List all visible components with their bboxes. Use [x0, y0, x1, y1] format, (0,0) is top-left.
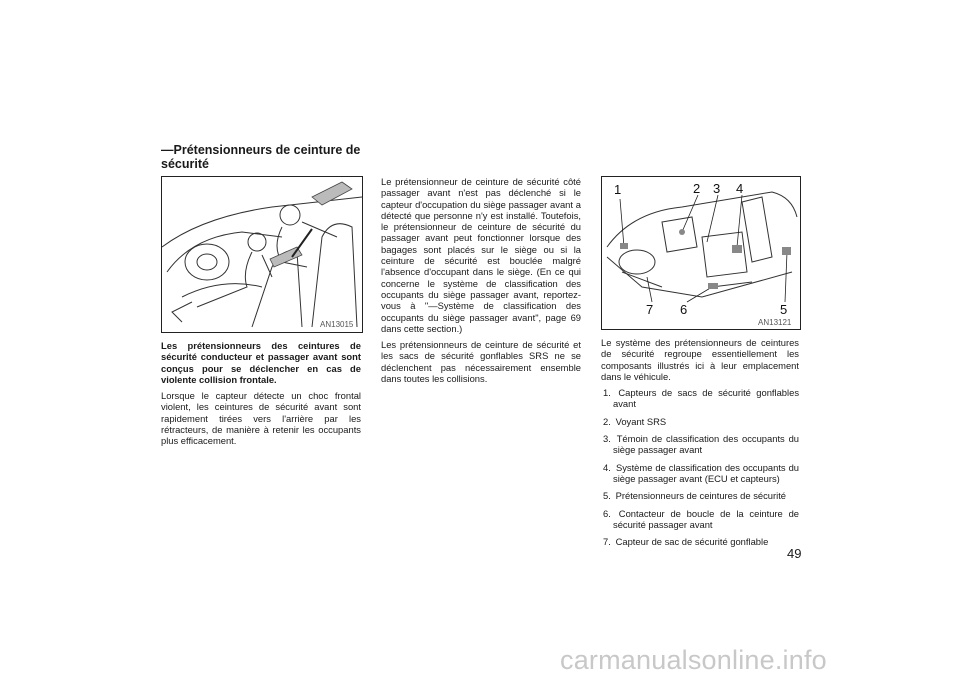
list-item: 1. Capteurs de sacs de sécurité gonflables avant [603, 387, 800, 410]
list-item: 3. Témoin de classification des occupants du siège passager avant [603, 433, 800, 456]
figure-id-left: AN13015 [320, 320, 354, 329]
page-number: 49 [787, 546, 802, 561]
pretensioner-illustration [161, 176, 363, 333]
section-heading: —Prétensionneurs de ceinture de sécurité [161, 143, 361, 171]
components-list [601, 387, 799, 547]
column-middle [381, 176, 581, 389]
watermark-text: carmanualsonline.info [560, 645, 827, 675]
paragraph-passenger: Le prétensionneur de ceinture de sécurité côté passager avant n'est pas déclenché si le capteur d'occupation du siège passager avant a détecté que personne n'y est installé. Toutefois, le prétensionneur de ceinture de sécurité du passager avant peut fonctionner lorsque des bagages sont placés sur le siège ou si la ceinture de sécurité est bouclée malgré l'absence d'occupant dans le siège. (En ce qui concerne le système de classification des occupants du siège passager avant, reportez-vous à "—Système de classification des occupants du siège passager avant", page 69 dans cette section.) [381, 176, 581, 334]
components-intro: Le système des prétensionneurs de ceintures de sécurité regroupe essentiellement les composants illustrés ici à leur emplacement dans le véhicule. [601, 337, 799, 382]
list-item: 6. Contacteur de boucle de la ceinture de sécurité passager avant [603, 507, 799, 530]
callout-4: 4 [736, 181, 744, 196]
list-item: 4. Système de classification des occupants du siège passager avant (ECU et capteurs) [603, 461, 799, 484]
callout-1: 1 [614, 182, 622, 197]
list-item: 7. Capteur de sac de sécurité gonflable [603, 536, 769, 548]
list-item: 2. Voyant SRS [603, 415, 667, 427]
callout-6: 6 [680, 302, 688, 317]
vehicle-components-drawing [602, 177, 800, 329]
figure-id-right: AN13121 [758, 318, 792, 327]
components-location-illustration [601, 176, 801, 330]
column-left [161, 340, 361, 452]
callout-3: 3 [713, 181, 721, 196]
list-item: 5. Prétensionneurs de ceintures de sécurité [603, 490, 787, 502]
column-right [601, 337, 799, 553]
paragraph-sensor: Lorsque le capteur détecte un choc frontal violent, les ceintures de sécurité avant sont rapidement tirées vers l'arrière par les rétracteurs, de manière à retenir les occupants plus efficacement. [161, 390, 361, 447]
intro-bold: Les prétensionneurs des ceintures de sécurité conducteur et passager avant sont conçus pour se déclencher en cas de violente collision frontale. [161, 340, 361, 385]
callout-5: 5 [780, 302, 788, 317]
seatbelt-occupant-drawing [162, 177, 362, 332]
paragraph-srs: Les prétensionneurs de ceinture de sécurité et les sacs de sécurité gonflables SRS ne se déclenchent pas nécessairement ensemble dans toutes les collisions. [381, 339, 581, 385]
callout-7: 7 [646, 302, 654, 317]
callout-2: 2 [693, 181, 701, 196]
